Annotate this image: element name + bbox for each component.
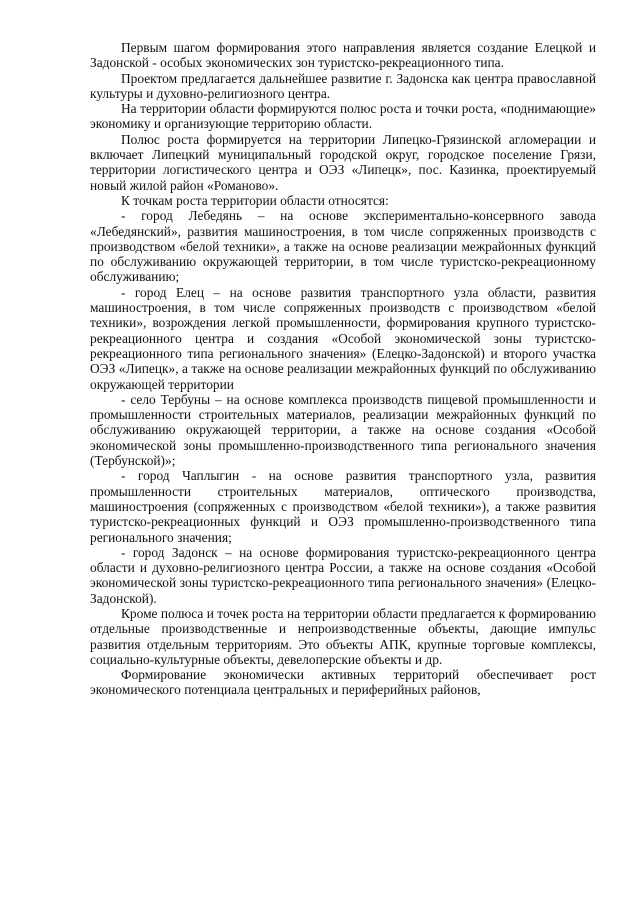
paragraph-other-objects: Кроме полюса и точек роста на территории области предлагается к формированию отдельные производственные и непроизводственные объекты, дающие импульс развития отдельным территориям. Это объекты АПК, крупные торговые комплексы, социально-культурные объекты, девелоперские объекты и др. [90,605,596,667]
paragraph-first-step: Первым шагом формирования этого направления является создание Елецкой и Задонской - особых экономических зон туристско-рекреационного типа. [90,40,596,71]
paragraph-growth-poles: На территории области формируются полюс роста и точки роста, «поднимающие» экономику и организующие территорию области. [90,101,596,132]
paragraph-growth-points-intro: К точкам роста территории области относятся: [121,192,389,208]
paragraph-economic-territories: Формирование экономически активных территорий обеспечивает рост экономического потенциала центральных и периферийных районов, [90,667,596,698]
list-item-zadonsk: - город Задонск – на основе формирования туристско-рекреационного центра области и духовно-религиозного центра России, а также на основе создания «Особой экономической зоны туристско-рекреационного типа регионального значения» (Елецко-Задонской). [90,544,596,606]
list-item-terbuny: - село Тербуны – на основе комплекса производств пищевой промышленности и промышленности строительных материалов, реализации межрайонных функций по обслуживанию окружающей территории, а также на основе создания «Особой экономической зоны промышленно-производственного типа регионального значения (Тербунской)»; [90,391,596,469]
document-page [90,40,596,698]
list-item-lebedyan: - город Лебедянь – на основе экспериментально-консервного завода «Лебедянский», развития машиностроения, в том числе сопряженных производств с производством «белой техники», а также на основе реализации межрайонных функций по обслуживанию окружающей территории, в том числе туристско-рекреационному обслуживанию; [90,208,596,285]
paragraph-zadonsk-development: Проектом предлагается дальнейшее развитие г. Задонска как центра православной культуры и духовно-религиозного центра. [90,70,596,101]
list-item-elets: - город Елец – на основе развития транспортного узла области, развития машиностроения, в том числе сопряженных производств с производством «белой техники», возрождения легкой промышленности, формирования крупного туристско-рекреационного центра и создания «Особой экономической зоны туристско-рекреационного типа регионального значения» (Елецко-Задонской) и второго участка ОЭЗ «Липецк», а также на основе реализации межрайонных функций по обслуживанию окружающей территории [90,284,596,392]
paragraph-growth-pole-lipetsk: Полюс роста формируется на территории Липецко-Грязинской агломерации и включает Липецкий муниципальный городской округ, городское поселение Грязи, территории логистического центра и ОЭЗ «Липецк», пос. Казинка, проектируемый новый жилой район «Романово». [90,131,596,193]
list-item-chaplygin: - город Чаплыгин - на основе развития транспортного узла, развития промышленности строительных материалов, оптического производства, машиностроения (сопряженных с производством «белой техники»), а также развития туристско-рекреационных функций и ОЭЗ промышленно-производственного типа регионального значения; [90,468,596,545]
